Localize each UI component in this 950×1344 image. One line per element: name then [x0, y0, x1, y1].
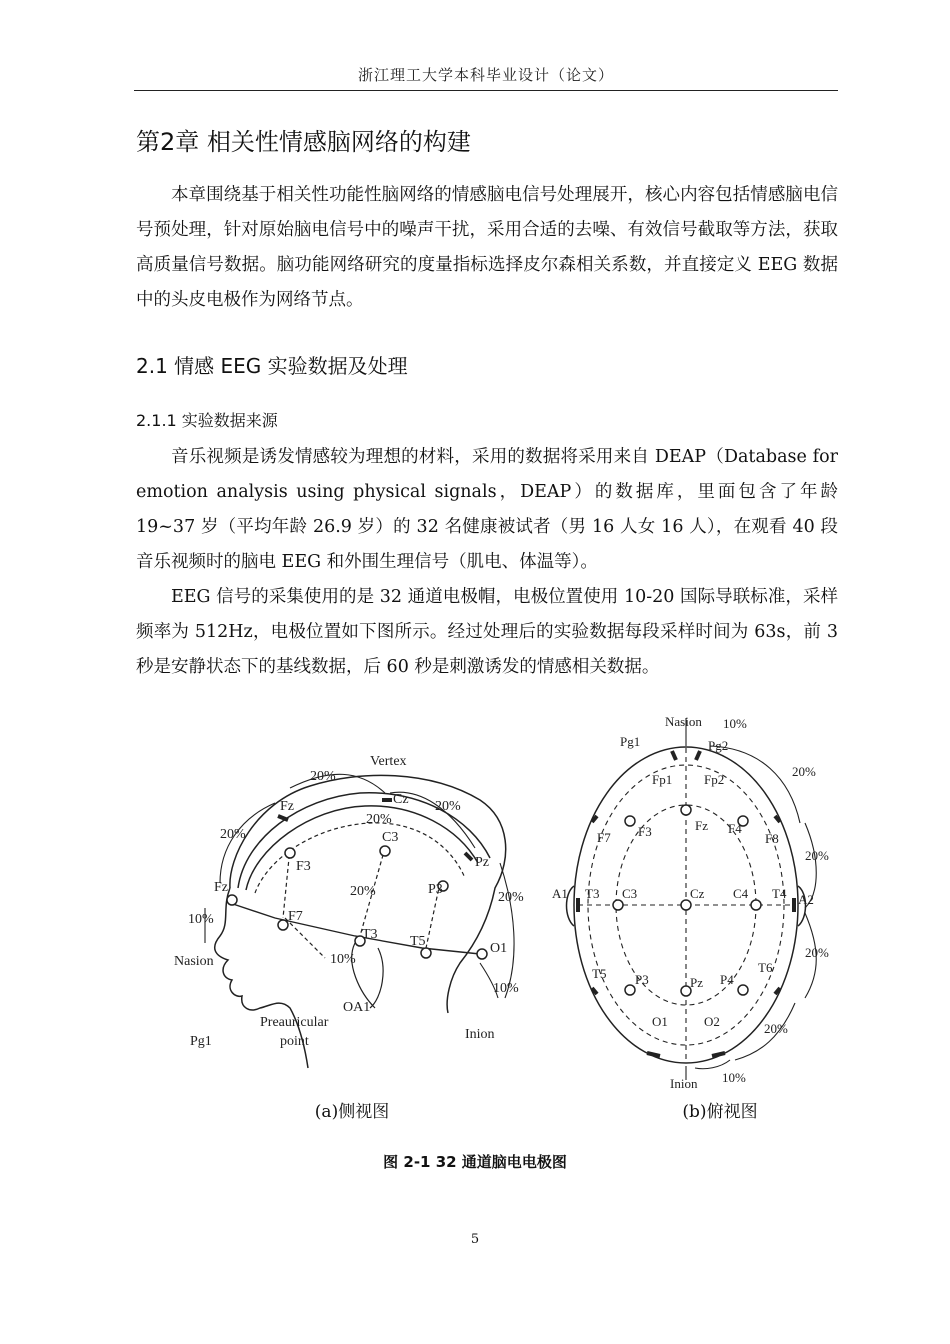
label-top-inion: Inion	[670, 1076, 698, 1091]
label-side-o1: O1	[490, 941, 508, 956]
label-top-f3: F3	[638, 824, 652, 839]
body-paragraphs	[136, 440, 838, 685]
label-top-o2: O2	[704, 1014, 720, 1029]
caption-top-view: (b)俯视图	[682, 1102, 758, 1122]
label-side-f3: F3	[296, 859, 311, 874]
label-side-20-5: 20%	[350, 884, 376, 899]
caption-side-view: (a)侧视图	[314, 1102, 390, 1122]
label-side-fpz: Fz	[214, 880, 228, 895]
intro-text: 本章围绕基于相关性功能性脑网络的情感脑电信号处理展开，核心内容包括情感脑电信号预处理，针对原始脑电信号中的噪声干扰，采用合适的去噪、有效信号截取等方法，获取高质量信号数据。脑功能网络研究的度量指标选择皮尔森相关系数，并直接定义 EEG 数据中的头皮电极作为网络节点。	[136, 185, 838, 310]
label-top-pz: Pz	[690, 975, 703, 990]
label-side-cz: Cz	[393, 792, 409, 807]
label-side-10-2: 10%	[330, 952, 356, 967]
side-view-diagram	[205, 774, 514, 1068]
label-side-oa1: OA1	[343, 1000, 371, 1015]
label-side-10-3: 10%	[493, 981, 519, 996]
label-top-p3: P3	[635, 972, 649, 987]
label-top-f7: F7	[597, 830, 611, 845]
label-top-a1: A1	[552, 886, 568, 901]
label-top-o1: O1	[652, 1014, 668, 1029]
label-top-20-4: 20%	[764, 1021, 788, 1036]
label-side-t3: T3	[362, 927, 378, 942]
label-side-preauricular-1: Preauricular	[260, 1015, 329, 1030]
label-top-c3: C3	[622, 886, 638, 901]
label-top-pg2: Pg2	[708, 738, 729, 753]
label-side-20-3: 20%	[220, 827, 246, 842]
label-top-fp2: Fp2	[704, 772, 725, 787]
label-top-a2: A2	[798, 892, 814, 907]
label-top-t6: T6	[758, 960, 773, 975]
label-side-20-6: 20%	[498, 890, 524, 905]
label-side-nasion: Nasion	[174, 954, 214, 969]
subsection-title: 2.1.1 实验数据来源	[136, 411, 278, 430]
label-top-20-1: 20%	[792, 764, 816, 779]
label-top-fz: Fz	[695, 818, 708, 833]
label-top-c4: C4	[733, 886, 749, 901]
label-top-10-2: 10%	[722, 1070, 746, 1085]
label-top-nasion: Nasion	[665, 714, 702, 729]
label-side-fz: Fz	[280, 799, 294, 814]
label-side-20-4: 20%	[366, 812, 392, 827]
label-side-c3: C3	[382, 830, 399, 845]
label-side-20-1: 20%	[310, 769, 336, 784]
chapter-title: 第2章 相关性情感脑网络的构建	[136, 128, 471, 156]
label-side-p3: P3	[428, 882, 443, 897]
label-top-p4: P4	[720, 972, 734, 987]
header-rule	[134, 90, 838, 91]
label-top-pg1: Pg1	[620, 734, 641, 749]
label-side-pz: Pz	[475, 855, 489, 870]
label-top-fp1: Fp1	[652, 772, 673, 787]
label-side-pg1: Pg1	[190, 1034, 212, 1049]
label-top-f4: F4	[728, 821, 742, 836]
label-side-t5: T5	[410, 934, 426, 949]
label-vertex: Vertex	[370, 754, 407, 769]
label-side-inion: Inion	[465, 1027, 495, 1042]
section-title: 2.1 情感 EEG 实验数据及处理	[136, 354, 408, 378]
label-top-20-2: 20%	[805, 848, 829, 863]
running-header: 浙江理工大学本科毕业设计（论文）	[357, 66, 614, 84]
label-side-f7: F7	[288, 909, 303, 924]
label-top-t5: T5	[592, 966, 607, 981]
label-side-10-1: 10%	[188, 912, 214, 927]
eeg-electrode-figure	[160, 708, 840, 1093]
figure-caption: 图 2-1 32 通道脑电电极图	[383, 1153, 567, 1171]
label-top-10-1: 10%	[723, 716, 747, 731]
label-top-cz: Cz	[690, 886, 705, 901]
page-number: 5	[470, 1232, 480, 1247]
body-paragraph-2: EEG 信号的采集使用的是 32 通道电极帽，电极位置使用 10-20 国际导联标准，采样频率为 512Hz，电极位置如下图所示。经过处理后的实验数据每段采样时间为 63s，前 3 秒是安静状态下的基线数据，后 60 秒是刺激诱发的情感相关数据。	[136, 587, 838, 677]
label-side-20-2: 20%	[435, 799, 461, 814]
label-side-preauricular-2: point	[280, 1034, 309, 1049]
label-top-f8: F8	[765, 831, 779, 846]
label-top-20-3: 20%	[805, 945, 829, 960]
intro-paragraph	[136, 178, 838, 318]
label-top-t3: T3	[585, 886, 600, 901]
body-paragraph-1: 音乐视频是诱发情感较为理想的材料，采用的数据将采用来自 DEAP（Database for emotion analysis using physical signals，DEAP）的数据库，里面包含了年龄 19~37 岁（平均年龄 26.9 岁）的 32 名健康被试者（男 16 人女 16 人），在观看 40 段音乐视频时的脑电 EEG 和外围生理信号（肌电、体温等）。	[136, 447, 838, 572]
label-top-t4: T4	[772, 886, 787, 901]
